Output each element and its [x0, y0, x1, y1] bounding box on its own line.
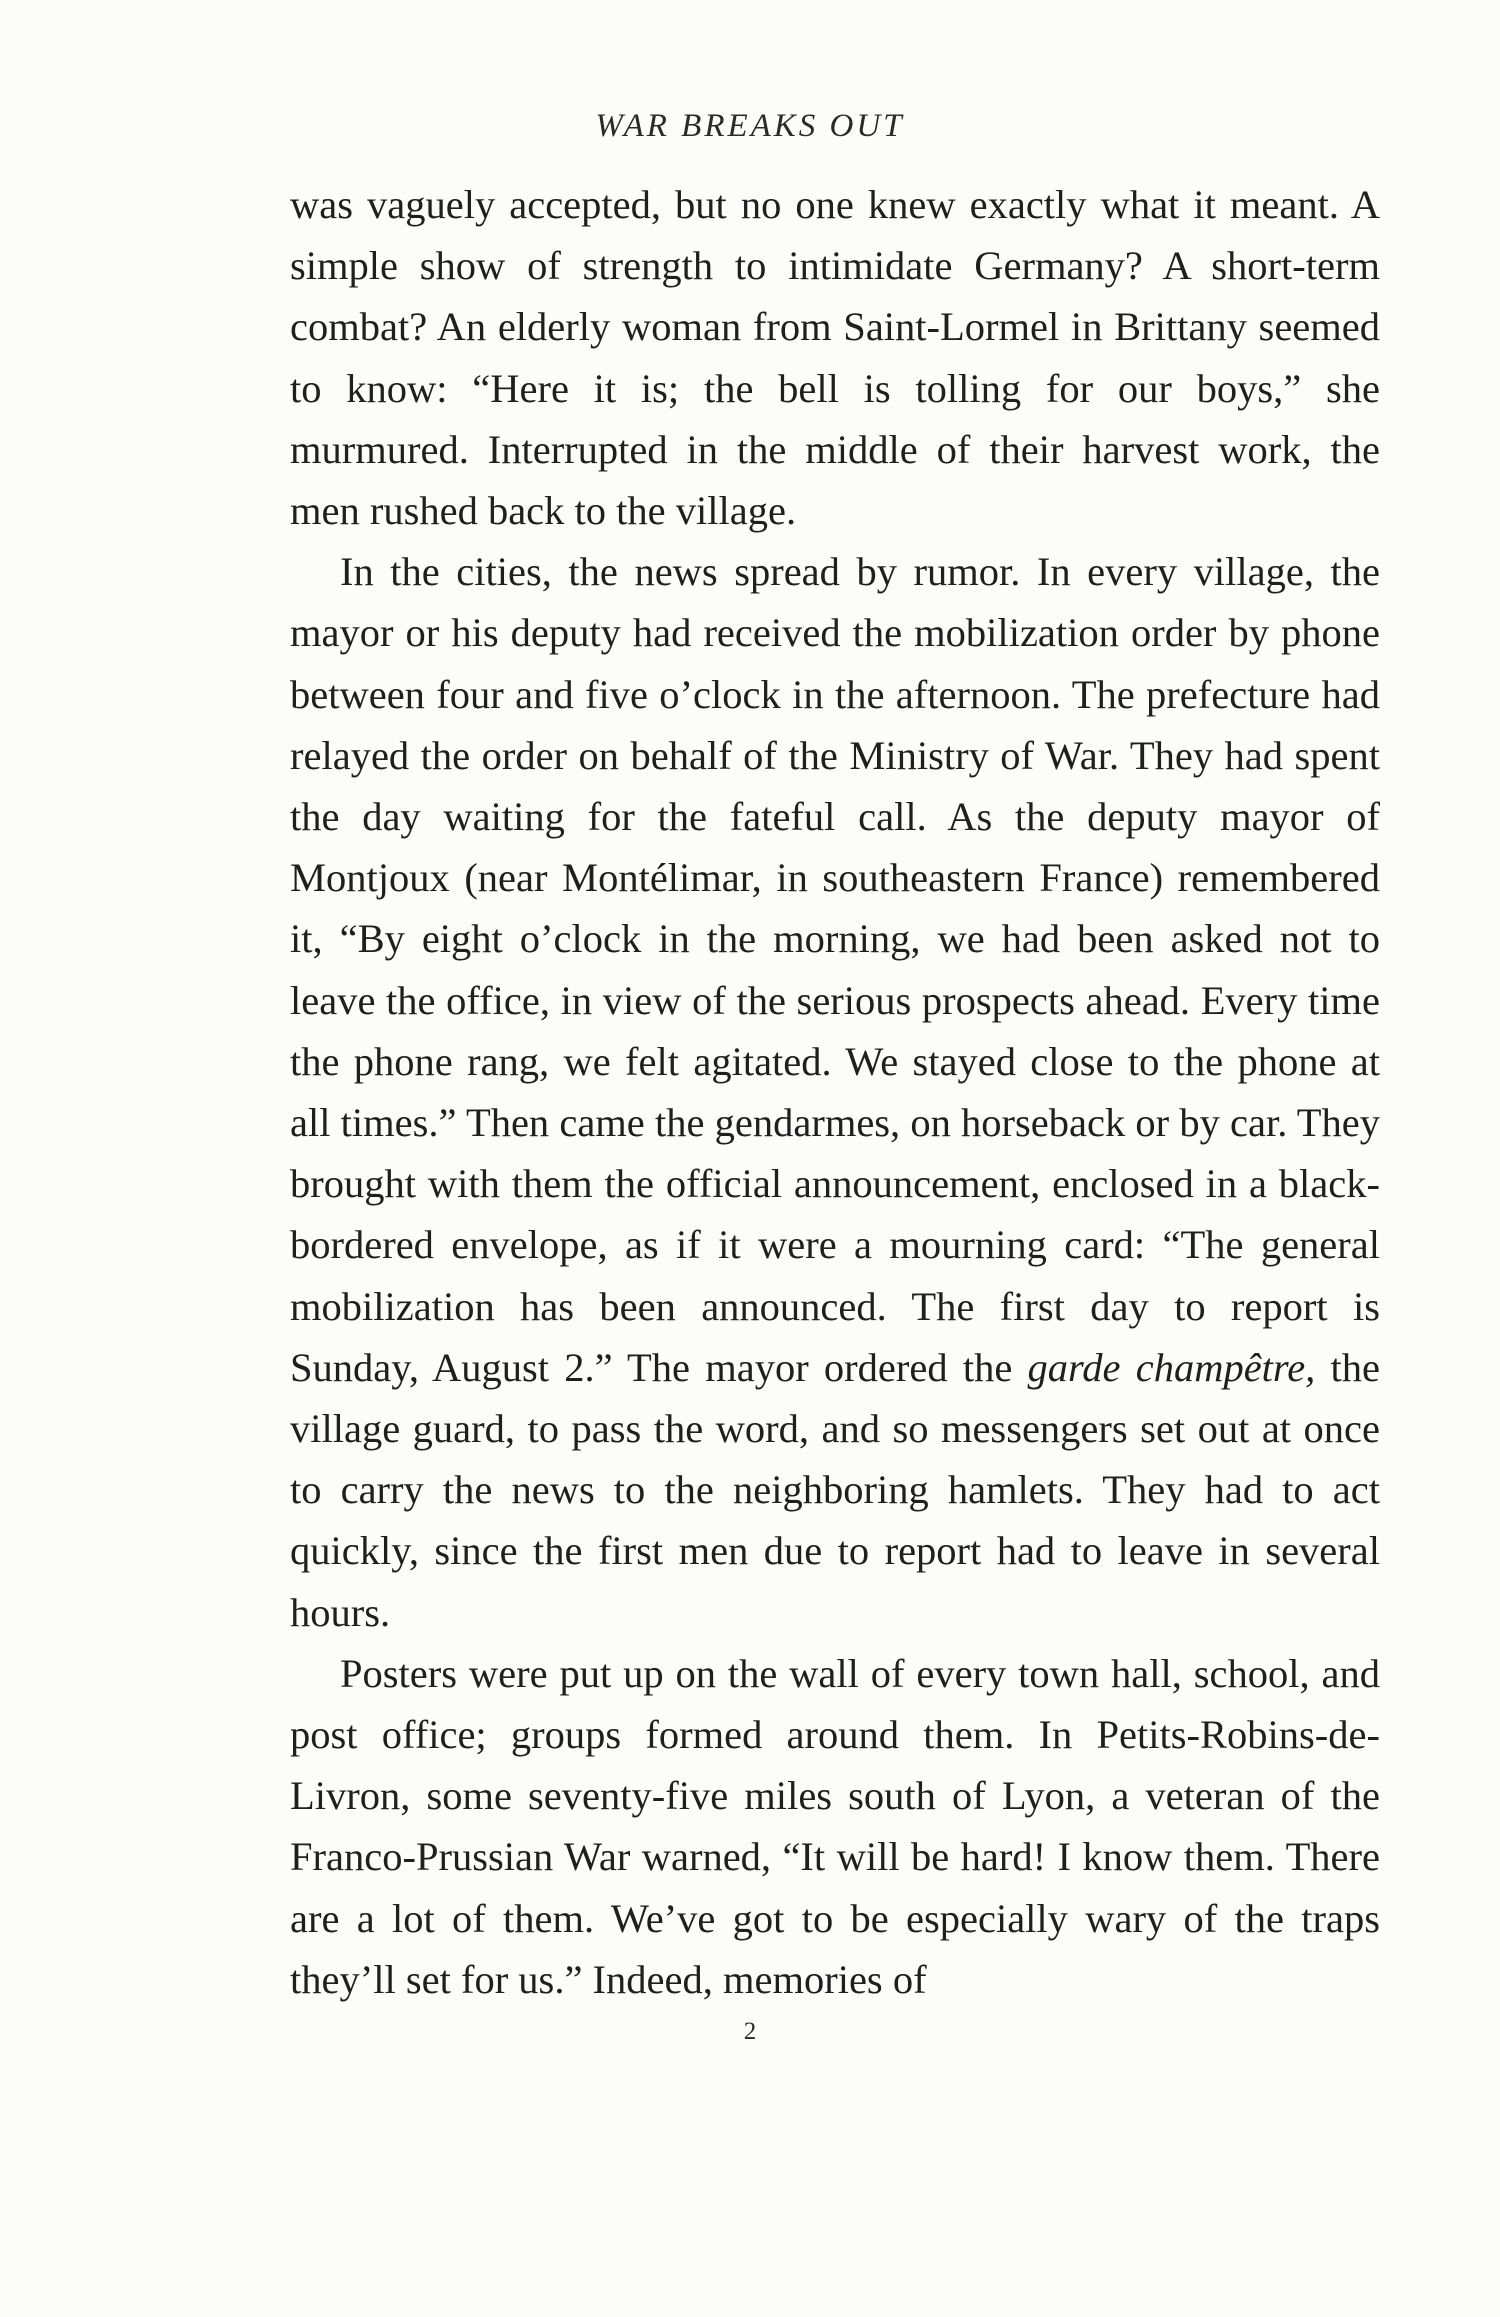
paragraph-2-part-b: the village guard, to pass the word, and so messengers set out at once to carry the news to the neighboring hamlets. They had to act quickly, since the first men due to report had to leave in several hours.: [290, 1344, 1380, 1635]
page-number: 2: [743, 2018, 757, 2045]
paragraph-3: Posters were put up on the wall of every town hall, school, and post office; groups formed around them. In Petits-Robins-de-Livron, some seventy-five miles south of Lyon, a veteran of the Franco-Prussian War warned, “It will be hard! I know them. There are a lot of them. We’ve got to be especially wary of the traps they’ll set for us.” Indeed, memories of: [290, 1650, 1380, 2002]
italic-term-garde-champetre: garde champêtre,: [1027, 1344, 1316, 1390]
paragraph-1: was vaguely accepted, but no one knew exactly what it meant. A simple show of strength to intimidate Germany? A short-term combat? An elderly woman from Saint-Lormel in Brittany seemed to know: “Here it is; the bell is tolling for our boys,” she murmured. Interrupted in the middle of their harvest work, the men rushed back to the village.: [290, 182, 1380, 534]
running-head: WAR BREAKS OUT: [595, 108, 905, 144]
body-text: [290, 174, 1380, 2010]
paragraph-2-part-a: In the cities, the news spread by rumor. In every village, the mayor or his deputy had received the mobilization order by phone between four and five o’clock in the afternoon. The prefecture had relayed the order on behalf of the Ministry of War. They had spent the day waiting for the fateful call. As the deputy mayor of Montjoux (near Montélimar, in southeastern France) remembered it, “By eight o’clock in the morning, we had been asked not to leave the office, in view of the serious prospects ahead. Every time the phone rang, we felt agitated. We stayed close to the phone at all times.” Then came the gendarmes, on horseback or by car. They brought with them the official announcement, enclosed in a black-bordered envelope, as if it were a mourning card: “The general mobilization has been announced. The first day to report is Sunday, August 2.” The mayor ordered the: [290, 549, 1380, 1390]
paragraph-2: [290, 541, 1380, 1643]
